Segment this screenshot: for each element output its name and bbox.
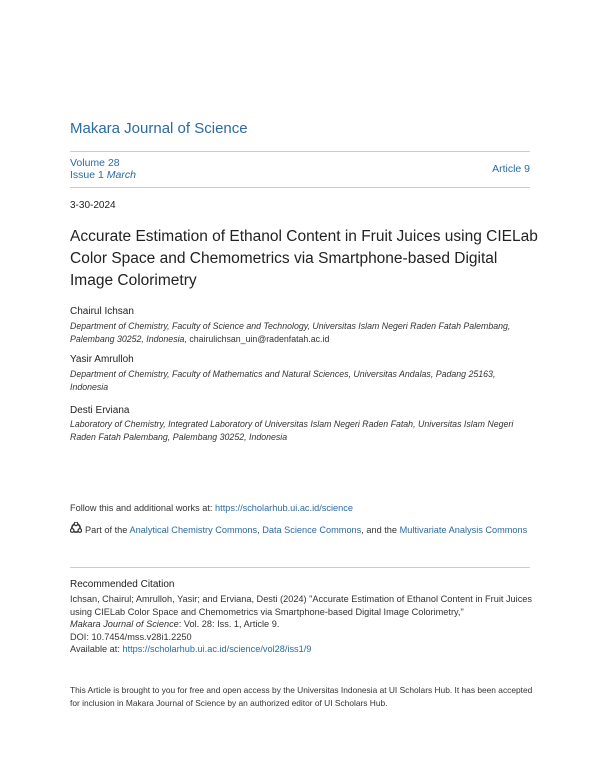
publication-date: 3-30-2024 xyxy=(70,200,116,211)
citation-volume: : Vol. 28: Iss. 1, Article 9. xyxy=(178,619,280,629)
author-name: Desti Erviana xyxy=(70,405,130,416)
issue-label[interactable] xyxy=(70,169,136,181)
part-of-prefix: Part of the xyxy=(85,525,128,535)
article-title: Accurate Estimation of Ethanol Content in Fruit Juices using CIELab Color Space and Chemometrics via Smartphone-based Digital Image Colorimetry xyxy=(70,228,538,289)
available-text: Available at: xyxy=(70,644,120,654)
follow-line xyxy=(70,503,353,513)
author-name: Chairul Ichsan xyxy=(70,306,134,317)
part-of-line xyxy=(70,521,535,539)
footer-notice: This Article is brought to you for free and open access by the Universitas Indonesia at UI Scholars Hub. It has been accepted for inclusion in Makara Journal of Science by an authorized editor of UI Scholars Hub. xyxy=(70,685,533,708)
multivariate-analysis-link[interactable]: Multivariate Analysis Commons xyxy=(399,525,528,535)
author-affiliation: Laboratory of Chemistry, Integrated Laboratory of Universitas Islam Negeri Raden Fatah, Universitas Islam Negeri Raden Fatah Palembang, Palembang 30252, Indonesia xyxy=(70,419,514,442)
divider xyxy=(70,567,530,568)
volume-label[interactable]: Volume 28 xyxy=(70,157,120,169)
author-affiliation: Department of Chemistry, Faculty of Mathematics and Natural Sciences, Universitas Andalas, Padang 25163, Indonesia xyxy=(70,369,496,392)
network-icon xyxy=(70,522,82,534)
divider xyxy=(70,151,530,152)
citation-doi: DOI: 10.7454/mss.v28i1.2250 xyxy=(70,631,192,642)
citation-journal: Makara Journal of Science xyxy=(70,619,179,629)
follow-text: Follow this and additional works at: xyxy=(70,503,213,513)
author-name: Yasir Amrulloh xyxy=(70,354,134,365)
recommended-citation-heading: Recommended Citation xyxy=(70,579,175,590)
separator: , xyxy=(257,525,260,535)
data-science-link[interactable]: Data Science Commons xyxy=(262,525,362,535)
author-email: chairulichsan_uin@radenfatah.ac.id xyxy=(189,333,330,344)
issue-number[interactable]: Issue 1 xyxy=(70,169,104,181)
author-affiliation: Department of Chemistry, Faculty of Science and Technology, Universitas Islam Negeri Raden Fatah Palembang, Palembang 30252, Indonesia, chairulichsan_uin@radenfatah.ac.id xyxy=(70,321,511,344)
citation-line: Ichsan, Chairul; Amrulloh, Yasir; and Erviana, Desti (2024) "Accurate Estimation of Ethanol Content in Fruit Juices using CIELab Color Space and Chemometrics via Smartphone-based Digital Image Colorimetry," xyxy=(70,594,533,617)
analytical-chemistry-link[interactable]: Analytical Chemistry Commons xyxy=(129,525,258,535)
divider xyxy=(70,187,530,188)
follow-link[interactable]: https://scholarhub.ui.ac.id/science xyxy=(215,503,353,513)
volume-issue[interactable] xyxy=(70,157,136,181)
affiliation-text: Department of Chemistry, Faculty of Science and Technology, Universitas Islam Negeri Raden Fatah Palembang, Palembang 30252, Indonesia xyxy=(70,321,511,344)
citation-text xyxy=(70,593,535,656)
journal-title[interactable]: Makara Journal of Science xyxy=(70,120,248,137)
available-link[interactable]: https://scholarhub.ui.ac.id/science/vol28/iss1/9 xyxy=(122,644,312,654)
issue-month[interactable]: March xyxy=(106,169,136,181)
and-text: , and the xyxy=(361,525,398,535)
article-number[interactable]: Article 9 xyxy=(492,163,530,175)
